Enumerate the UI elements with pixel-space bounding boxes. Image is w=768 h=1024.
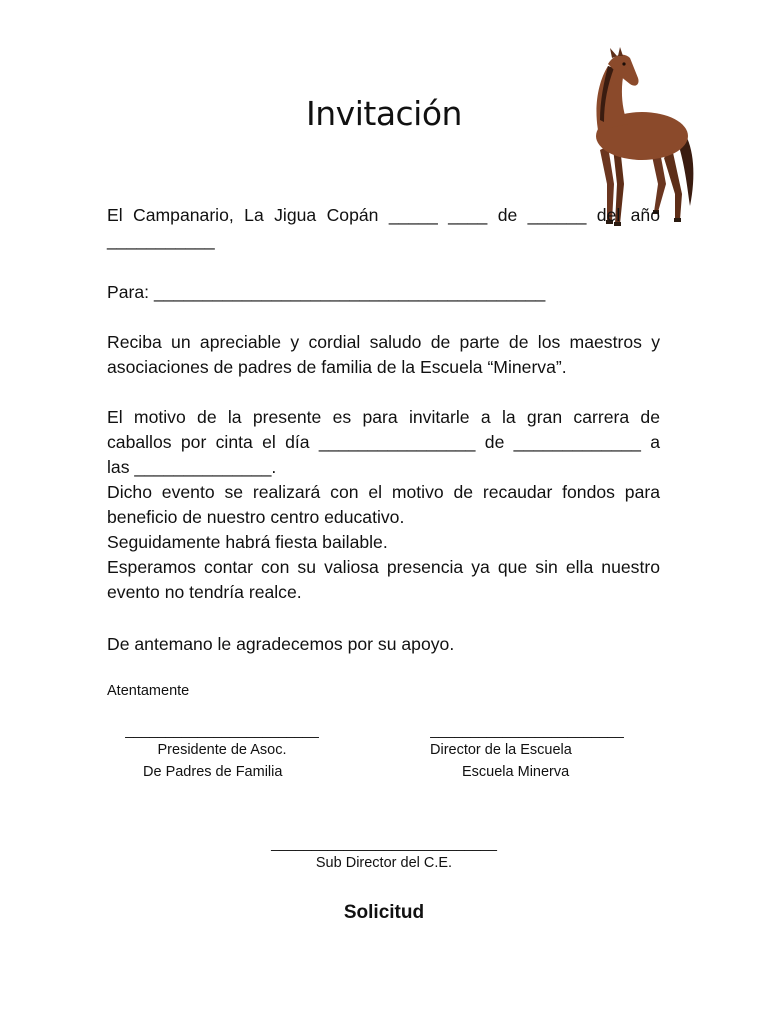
document-title: Invitación [306, 94, 462, 133]
signature-line: ________________________ [430, 723, 624, 739]
thanks-text: De antemano le agradecemos por su apoyo. [107, 634, 455, 654]
place-date-line [107, 203, 660, 253]
purpose-line: beneficio de nuestro centro educativo. [107, 507, 405, 527]
signature-line: ________________________ [125, 723, 319, 739]
closing-salutation: Atentamente [107, 683, 190, 699]
purpose-line: El motivo de la presente es para invitarle a la gran carrera de [107, 407, 660, 427]
thanks-line [107, 632, 660, 657]
signature-president [107, 723, 337, 783]
signature-title: Director de la Escuela [430, 742, 572, 758]
purpose-line: las ______________. [107, 457, 277, 477]
purpose-paragraph [107, 405, 660, 605]
purpose-line: caballos por cinta el día ________________ de _____________ a [107, 432, 660, 452]
purpose-line: evento no tendría realce. [107, 582, 302, 602]
signature-title: Presidente de Asoc. [157, 742, 287, 758]
recipient-line [107, 280, 660, 305]
recipient-text: Para: ________________________________________ [107, 282, 546, 302]
place-date-text: El Campanario, La Jigua Copán _____ ____ de ______ del año [107, 205, 660, 225]
signature-title: Escuela Minerva [462, 764, 570, 780]
purpose-line: Seguidamente habrá fiesta bailable. [107, 532, 388, 552]
purpose-line: Dicho evento se realizará con el motivo de recaudar fondos para [107, 482, 660, 502]
signature-subdirector [256, 836, 512, 874]
year-blank: ___________ [107, 230, 215, 250]
footer-heading: Solicitud [343, 902, 425, 923]
purpose-line: Esperamos contar con su valiosa presencia ya que sin ella nuestro [107, 557, 660, 577]
greeting-line: asociaciones de padres de familia de la Escuela “Minerva”. [107, 357, 567, 377]
signature-director [416, 723, 638, 783]
signature-title: Sub Director del C.E. [315, 855, 453, 871]
greeting-paragraph [107, 330, 660, 380]
signature-title: De Padres de Familia [143, 764, 283, 780]
greeting-line: Reciba un apreciable y cordial saludo de parte de los maestros y [107, 332, 660, 352]
signature-line: ____________________________ [271, 836, 497, 852]
